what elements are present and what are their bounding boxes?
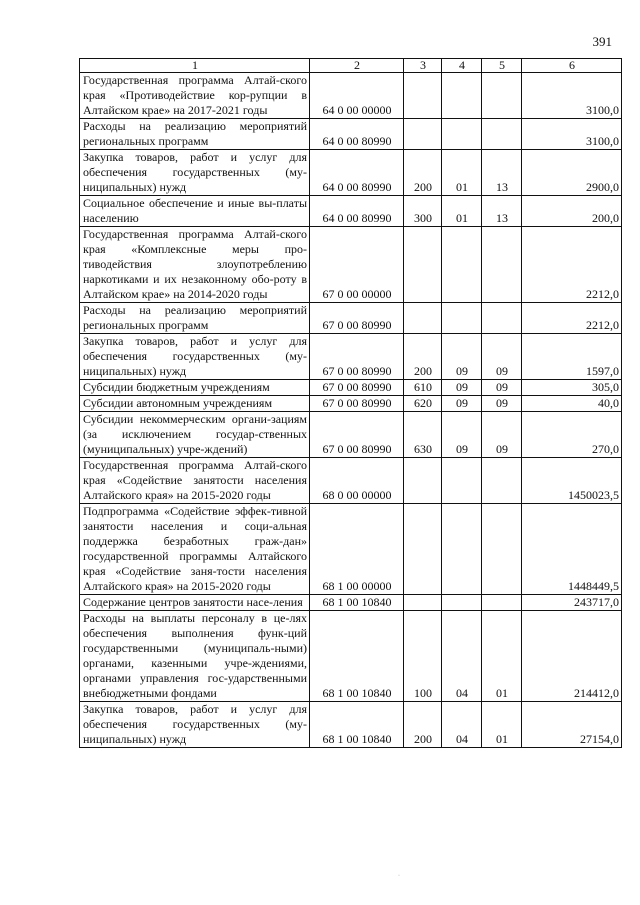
column-header: 3	[404, 59, 442, 73]
row-code-cell: 64 0 00 80990	[310, 150, 404, 196]
table-row	[80, 150, 622, 196]
row-sum-cell: 1597,0	[522, 334, 622, 380]
table-row	[80, 611, 622, 702]
table-row	[80, 303, 622, 334]
table-row	[80, 119, 622, 150]
table-row	[80, 334, 622, 380]
row-name-cell: Государственная программа Алтай-ского края «Комплексные меры про-тиводействия злоупотреблению наркотиками и их незаконному обо-роту в Алтайском крае» на 2014-2020 годы	[80, 227, 310, 303]
page-number: 391	[592, 34, 612, 49]
table-row	[80, 458, 622, 504]
row-pr-cell	[482, 303, 522, 334]
row-rz-cell: 09	[442, 412, 482, 458]
row-pr-cell: 01	[482, 611, 522, 702]
table-row	[80, 504, 622, 595]
column-header: 5	[482, 59, 522, 73]
row-vr-cell	[404, 595, 442, 611]
row-code-cell: 67 0 00 80990	[310, 396, 404, 412]
table-row	[80, 227, 622, 303]
row-vr-cell	[404, 73, 442, 119]
row-rz-cell: 09	[442, 380, 482, 396]
row-name-cell: Расходы на реализацию мероприятий региональных программ	[80, 303, 310, 334]
row-rz-cell: 09	[442, 396, 482, 412]
row-vr-cell: 630	[404, 412, 442, 458]
budget-table	[79, 58, 622, 748]
row-name-cell: Расходы на реализацию мероприятий региональных программ	[80, 119, 310, 150]
row-rz-cell: 01	[442, 196, 482, 227]
row-code-cell: 68 0 00 00000	[310, 458, 404, 504]
row-name-cell: Государственная программа Алтай-ского края «Содействие занятости населения Алтайского края» на 2015-2020 годы	[80, 458, 310, 504]
table-row	[80, 380, 622, 396]
row-sum-cell: 270,0	[522, 412, 622, 458]
row-name-cell: Закупка товаров, работ и услуг для обеспечения государственных (му-ниципальных) нужд	[80, 702, 310, 748]
row-code-cell: 67 0 00 00000	[310, 227, 404, 303]
row-vr-cell: 200	[404, 150, 442, 196]
row-rz-cell	[442, 504, 482, 595]
row-pr-cell	[482, 119, 522, 150]
row-pr-cell	[482, 458, 522, 504]
row-sum-cell: 27154,0	[522, 702, 622, 748]
table-row	[80, 702, 622, 748]
row-pr-cell	[482, 227, 522, 303]
row-name-cell: Расходы на выплаты персоналу в це-лях обеспечения выполнения функ-ций государственными (муниципаль-ными) органами, казенными учре-ждениями, органами управления гос-ударственными внебюджетными фондами	[80, 611, 310, 702]
row-pr-cell: 09	[482, 334, 522, 380]
row-pr-cell: 09	[482, 396, 522, 412]
row-sum-cell: 1450023,5	[522, 458, 622, 504]
row-vr-cell: 620	[404, 396, 442, 412]
row-code-cell: 67 0 00 80990	[310, 303, 404, 334]
row-name-cell: Субсидии некоммерческим органи-зациям (за исключением государ-ственных (муниципальных) учре-ждений)	[80, 412, 310, 458]
row-vr-cell	[404, 303, 442, 334]
row-name-cell: Субсидии автономным учреждениям	[80, 396, 310, 412]
row-vr-cell: 610	[404, 380, 442, 396]
row-sum-cell: 40,0	[522, 396, 622, 412]
row-vr-cell	[404, 227, 442, 303]
row-vr-cell	[404, 504, 442, 595]
row-rz-cell: 04	[442, 611, 482, 702]
column-header: 1	[80, 59, 310, 73]
column-header: 4	[442, 59, 482, 73]
row-name-cell: Социальное обеспечение и иные вы-платы населению	[80, 196, 310, 227]
row-rz-cell	[442, 595, 482, 611]
row-code-cell: 68 1 00 00000	[310, 504, 404, 595]
row-code-cell: 67 0 00 80990	[310, 412, 404, 458]
row-rz-cell	[442, 227, 482, 303]
row-code-cell: 68 1 00 10840	[310, 702, 404, 748]
row-name-cell: Содержание центров занятости насе-ления	[80, 595, 310, 611]
table-row	[80, 73, 622, 119]
row-vr-cell: 200	[404, 702, 442, 748]
row-name-cell: Субсидии бюджетным учреждениям	[80, 380, 310, 396]
scan-mark: ·	[398, 873, 400, 879]
row-rz-cell	[442, 303, 482, 334]
row-name-cell: Закупка товаров, работ и услуг для обеспечения государственных (му-ниципальных) нужд	[80, 334, 310, 380]
row-pr-cell: 09	[482, 380, 522, 396]
row-pr-cell: 13	[482, 196, 522, 227]
row-sum-cell: 3100,0	[522, 119, 622, 150]
row-sum-cell: 214412,0	[522, 611, 622, 702]
row-code-cell: 64 0 00 00000	[310, 73, 404, 119]
row-vr-cell	[404, 119, 442, 150]
row-rz-cell: 09	[442, 334, 482, 380]
row-code-cell: 64 0 00 80990	[310, 119, 404, 150]
row-rz-cell	[442, 73, 482, 119]
row-pr-cell	[482, 504, 522, 595]
row-sum-cell: 3100,0	[522, 73, 622, 119]
row-code-cell: 67 0 00 80990	[310, 334, 404, 380]
row-name-cell: Государственная программа Алтай-ского края «Противодействие кор-рупции в Алтайском крае» на 2017-2021 годы	[80, 73, 310, 119]
table-row	[80, 412, 622, 458]
row-rz-cell	[442, 458, 482, 504]
row-code-cell: 67 0 00 80990	[310, 380, 404, 396]
row-rz-cell: 04	[442, 702, 482, 748]
table-header-row	[80, 59, 622, 73]
row-sum-cell: 2212,0	[522, 227, 622, 303]
row-name-cell: Закупка товаров, работ и услуг для обеспечения государственных (му-ниципальных) нужд	[80, 150, 310, 196]
row-pr-cell: 09	[482, 412, 522, 458]
row-rz-cell: 01	[442, 150, 482, 196]
row-sum-cell: 305,0	[522, 380, 622, 396]
table-row	[80, 396, 622, 412]
column-header: 6	[522, 59, 622, 73]
row-code-cell: 68 1 00 10840	[310, 595, 404, 611]
row-vr-cell	[404, 458, 442, 504]
table-row	[80, 595, 622, 611]
row-pr-cell	[482, 595, 522, 611]
row-pr-cell: 13	[482, 150, 522, 196]
row-sum-cell: 2900,0	[522, 150, 622, 196]
row-sum-cell: 200,0	[522, 196, 622, 227]
row-vr-cell: 200	[404, 334, 442, 380]
row-name-cell: Подпрограмма «Содействие эффек-тивной занятости населения и соци-альная поддержка безработных граж-дан» государственной программы Алтайского края «Содействие заня-тости населения Алтайского края» на 2015-2020 годы	[80, 504, 310, 595]
table-row	[80, 196, 622, 227]
row-vr-cell: 100	[404, 611, 442, 702]
row-pr-cell: 01	[482, 702, 522, 748]
column-header: 2	[310, 59, 404, 73]
row-sum-cell: 243717,0	[522, 595, 622, 611]
row-sum-cell: 2212,0	[522, 303, 622, 334]
row-pr-cell	[482, 73, 522, 119]
row-rz-cell	[442, 119, 482, 150]
row-code-cell: 64 0 00 80990	[310, 196, 404, 227]
row-code-cell: 68 1 00 10840	[310, 611, 404, 702]
row-vr-cell: 300	[404, 196, 442, 227]
row-sum-cell: 1448449,5	[522, 504, 622, 595]
